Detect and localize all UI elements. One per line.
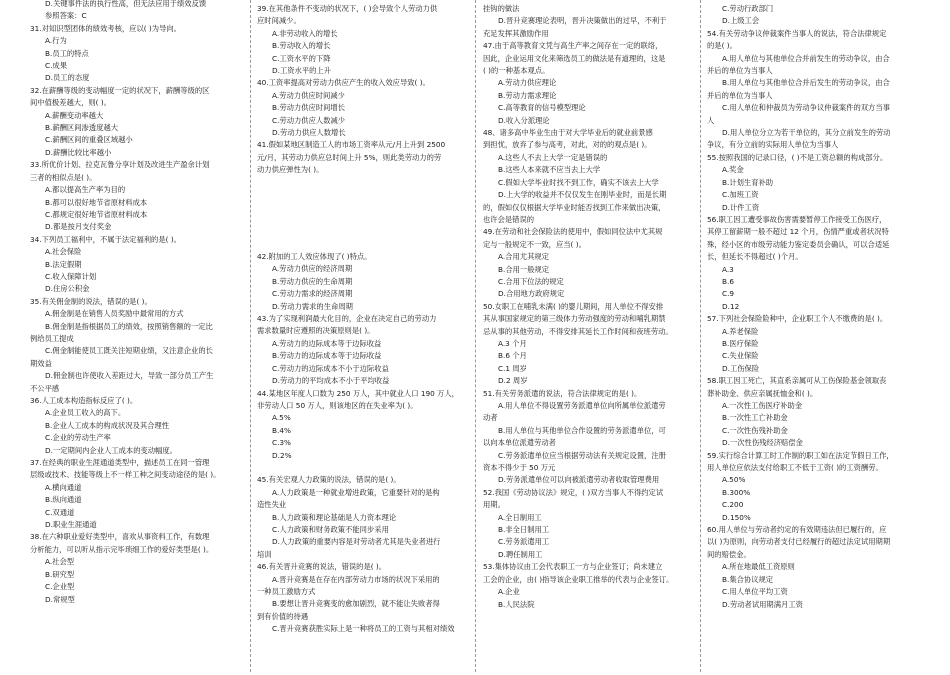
question-line: 33.所优价计划、拉克瓦鲁分享计划及改进生产盈余计划 xyxy=(30,160,210,170)
option-line: D.2% xyxy=(272,450,292,460)
option-line: C.工资水平的下降 xyxy=(272,53,331,63)
option-line: A.3 个月 xyxy=(498,338,527,348)
option-line: C.薪酬区间的重叠区域越小 xyxy=(45,135,133,145)
option-line: D.劳动力的平均成本不小于平均收益 xyxy=(272,376,390,386)
option-line: B.6 xyxy=(722,276,734,286)
question-line: 到担忧，放弃了参与高考，对此，对的的观点是( )。 xyxy=(483,140,652,150)
option-line: D.住房公积金 xyxy=(45,284,90,294)
option-line: A.劳动力的边际成本等于边际收益 xyxy=(272,338,382,348)
blank-line xyxy=(257,462,469,474)
option-line: A.用人单位不得设置劳务派遣单位向所属单位派遣劳 xyxy=(498,401,666,410)
option-line: B.一次性工亡补助金 xyxy=(722,413,788,423)
question-line: 35.有关佣金制的说法，错误的是( )。 xyxy=(30,296,152,306)
option-line: C.成果 xyxy=(45,61,68,71)
question-line: 54.有关劳动争议仲裁案件当事人的说法，符合法律规定 xyxy=(707,28,887,38)
text-column-2 xyxy=(257,3,469,675)
option-line: B.劳动力供应的生命周期 xyxy=(272,276,353,286)
option-line: C.企业型 xyxy=(45,582,75,592)
question-line: 31.对知识型团体的绩效考核，应以( )为导向。 xyxy=(30,23,181,33)
question-line: 60.用人单位与劳动者约定的有效期违法但已履行的，应 xyxy=(707,525,887,535)
question-line: 38.在六种职业爱好类型中，喜欢从事资料工作，有数理 xyxy=(30,532,210,542)
question-line: 工会的企业，由( )指导该企业职工推举的代表与企业签订。 xyxy=(483,574,674,584)
option-line: D.人力政策的重要内容是对劳动者尤其是失业者进行 xyxy=(272,537,441,547)
option-line: C.一次性伤残补助金 xyxy=(722,425,788,435)
option-line: A.社会保险 xyxy=(45,247,82,257)
column-divider-2 xyxy=(475,0,476,672)
option-line: C.假如大学毕业时找不到工作，确实不该去上大学 xyxy=(498,177,659,187)
option-line: B.4% xyxy=(272,425,291,435)
option-line: B.法定假期 xyxy=(45,259,82,269)
question-line: 46.有关晋升竞赛的说法，错误的是( )。 xyxy=(257,562,387,572)
option-line: A.全日制用工 xyxy=(498,512,542,522)
option-line: C.都规定很好地节省原材料成本 xyxy=(45,209,148,219)
question-line: 层级或技术、技能等级上不一样工种之间变动途径的是( )。 xyxy=(30,470,221,480)
question-line: 44.某地区年度人口数为 250 万人，其中就业人口 190 万人， xyxy=(257,388,459,398)
option-line: C.3% xyxy=(272,438,291,448)
option-line: A.50% xyxy=(722,475,746,485)
option-line: C.劳务派遣用工 xyxy=(498,537,550,547)
option-line: C.劳动力供应人数减少 xyxy=(272,115,346,125)
option-line: C.劳动行政部门 xyxy=(722,4,774,13)
option-line: C.合用下位法的规定 xyxy=(498,276,564,286)
question-line: 非劳动人口 50 万人，则该地区的在失业率为( )。 xyxy=(257,400,418,410)
option-line: D.150% xyxy=(722,512,751,522)
option-line: D.佣金制也许使收入差距过大，导致一部分员工产生 xyxy=(45,371,214,381)
option-line: C.晋升竞赛获胜实际上是一种将员工的工资与其相对绩效 xyxy=(272,624,455,634)
option-line: D.劳动力供应人数增长 xyxy=(272,128,346,138)
question-line: 32.在薪酬等级的变动幅度一定的状况下，薪酬等级的区 xyxy=(30,85,210,95)
question-line: 37.在经典的职业生涯通道类型中，描述员工在同一管理 xyxy=(30,458,210,468)
question-line: 51.有关劳务派遣的说法，符合法律规定的是( )。 xyxy=(483,388,642,398)
option-line: B.劳动力需求理论 xyxy=(498,90,557,100)
option-line: B.人力政策和理论基础是人力资本理论 xyxy=(272,512,397,522)
option-line: B.合用一般规定 xyxy=(498,264,550,274)
question-line: 间的赔偿金。 xyxy=(707,549,751,559)
option-line: C.收入保障计划 xyxy=(45,271,97,281)
option-line: A.一次性工伤医疗补助金 xyxy=(722,401,803,410)
option-line: A.横向通道 xyxy=(45,482,82,492)
question-line: 因此，企业运用文化来筛选员工的做法是有道理的，这是 xyxy=(483,53,666,63)
question-line: 动力供应弹性为( )。 xyxy=(257,165,324,175)
question-line: 葬补助金、供应亲属抚恤金和( )。 xyxy=(707,388,818,398)
question-line: 不公平感 xyxy=(30,383,60,393)
option-line: D.计件工资 xyxy=(722,202,760,212)
option-line: A.都以提高生产率为目的 xyxy=(45,185,126,195)
option-line: B.要想让晋升竞赛变的愈加剧烈，就不能让失败者得 xyxy=(272,599,440,609)
option-line: A.这些人不去上大学一定是错误的 xyxy=(498,152,608,162)
question-line: 以向本单位派遣劳动者 xyxy=(483,438,556,448)
option-line: A.非劳动收入的增长 xyxy=(272,28,338,38)
option-line: D.劳务派遣单位可以向被派遣劳动者收取管理费用 xyxy=(498,475,660,485)
option-line: D.员工的态度 xyxy=(45,73,90,83)
question-line: 40.工资率提高对劳动力供应产生的收入效应导致( )。 xyxy=(257,78,430,88)
option-line: A.所在地最低工资原则 xyxy=(722,562,795,572)
option-line: A.佣金制是在销售人员奖励中最常用的方式 xyxy=(45,309,184,319)
question-line: 的，假如仅仅根据大学毕业时能否找到工作来做出决策， xyxy=(483,202,666,212)
option-line: D.上大学的收益并不仅仅发生在刚毕业时，而是长期 xyxy=(498,190,667,200)
question-line: 用人单位应依法支付给职工不低于工资( )的工资酬劳。 xyxy=(707,463,883,473)
option-line: B.研究型 xyxy=(45,569,75,579)
text-column-1 xyxy=(30,0,248,670)
column-divider-1 xyxy=(250,0,251,672)
question-line: ( )的一种基本观点。 xyxy=(483,66,550,76)
option-line: A.企业 xyxy=(498,587,520,597)
question-line: 例给员工提成 xyxy=(30,333,74,343)
question-line: 其停工留薪期一般不超过 12 个月，伤情严重或者状况特 xyxy=(707,227,889,237)
question-line: 需求数量时应遵照的决策原则是( )。 xyxy=(257,326,375,336)
option-line: C.佣金制能使员工既关注短期业绩，又注意企业的长 xyxy=(45,346,213,356)
option-line: A.行为 xyxy=(45,36,67,46)
option-line: D.工伤保险 xyxy=(722,363,760,373)
question-line: 41.假如某地区制造工人的市场工资率从元/月上升到 2500 xyxy=(257,140,446,150)
question-line: 造性失业 xyxy=(257,500,287,510)
option-line: B.企业人工成本的构成状况及其合理性 xyxy=(45,420,170,430)
question-line: 45.有关宏观人力政策的说法，错误的是( )。 xyxy=(257,475,401,485)
option-line: D.都是按月支付奖金 xyxy=(45,222,112,232)
option-line: C.9 xyxy=(722,289,735,299)
option-line: C.劳务派遣单位应当根据劳动法有关规定设置，注册 xyxy=(498,450,666,460)
option-line: A.薪酬变动率越大 xyxy=(45,110,104,120)
option-line: B.劳动力供应时间增长 xyxy=(272,103,345,113)
option-line: C.失业保险 xyxy=(722,351,759,361)
option-line: B.用人单位与其他单位合作设置的劳务派遣单位，可 xyxy=(498,425,666,435)
option-line: C.加班工资 xyxy=(722,190,759,200)
question-line: 三者的相似点是( )。 xyxy=(30,172,97,182)
blank-line xyxy=(257,201,469,213)
option-line: D.收入分派理论 xyxy=(498,115,550,125)
option-line: B.非全日制用工 xyxy=(498,525,550,535)
question-line: 并后的单位为当事人 xyxy=(707,66,773,76)
question-line: 42.附加的工人效应体现了( )特点。 xyxy=(257,252,372,262)
option-line: A.用人单位与其他单位合并前发生的劳动争议，由合 xyxy=(722,53,890,63)
blank-line xyxy=(257,226,469,238)
option-line: B.劳动力的边际成本等于边际收益 xyxy=(272,351,382,361)
question-line: 其从事国家规定的第三级体力劳动强度的劳动和哺乳期禁 xyxy=(483,314,666,324)
question-line: 36.人工成本构造指标反应了( )。 xyxy=(30,396,138,405)
option-line: D.12 xyxy=(722,301,740,311)
option-line: C.双通道 xyxy=(45,507,75,517)
option-line: B.用人单位与其他单位合并后发生的劳动争议，由合 xyxy=(722,78,890,88)
question-line: 50.女职工在哺乳未满( )的婴儿期间，用人单位不得安排 xyxy=(483,301,664,311)
option-line: D.劳动者试用期满月工资 xyxy=(722,599,803,609)
option-line: C.劳动力的边际成本不小于边际收益 xyxy=(272,363,389,373)
question-line: 39.在其他条件不变动的状况下，( )会导致个人劳动力供 xyxy=(257,4,438,13)
question-line: 用期。 xyxy=(483,500,505,510)
option-line: A.社会型 xyxy=(45,557,75,567)
option-line: A.合用尤其规定 xyxy=(498,252,549,262)
option-line: C.企业的劳动生产率 xyxy=(45,433,111,443)
option-line: D.合用地方政府规定 xyxy=(498,289,565,299)
question-line: 充足发挥其激励作用 xyxy=(483,28,549,38)
column-divider-3 xyxy=(700,0,701,672)
option-line: D.一次性伤残经济赔偿金 xyxy=(722,438,803,448)
question-line: 人 xyxy=(707,115,715,125)
option-line: C.人力政策和财务政策不能同步采用 xyxy=(272,524,389,534)
question-line: 元/月，其劳动力供应总时间上升 5%，则此类劳动力的劳 xyxy=(257,152,442,162)
option-line: B.医疗保险 xyxy=(722,338,759,348)
question-line: 到有价值的待遇 xyxy=(257,611,309,621)
option-line: D.一定期间内企业人工成本的变动幅度。 xyxy=(45,445,177,455)
option-line: C.高等教育的信号模型理论 xyxy=(498,103,586,113)
option-line: C.1 周岁 xyxy=(498,363,527,373)
option-line: B.薪酬区间渗透度越大 xyxy=(45,123,118,133)
question-line: 争议，有分立前的实际用人单位为当事人 xyxy=(707,140,839,150)
option-line: B.都可以很好地节省原材料成本 xyxy=(45,197,148,207)
option-line: A.劳动力供应理论 xyxy=(498,78,557,88)
question-line: 培训 xyxy=(257,549,272,559)
blank-line xyxy=(257,214,469,226)
question-line: 也许会是错误的 xyxy=(483,214,535,224)
option-line: A.养老保险 xyxy=(722,326,759,336)
question-line: 58.职工因工死亡，其直系亲属可从工伤保险基金领取丧 xyxy=(707,376,887,386)
question-line: 49.在劳动和社会保险法的使用中，假如同位法中尤其规 xyxy=(483,227,663,237)
question-line: 43.为了实现利润最大化目的，企业在决定自己的劳动力 xyxy=(257,314,437,324)
question-line: 56.职工因工遭受事故伤害需要暂停工作接受工伤医疗， xyxy=(707,214,887,224)
question-line: 间中值极差越大，则( )。 xyxy=(30,98,111,108)
question-line: 55.按照我国的记录口径，( )不是工资总额的构成部分。 xyxy=(707,152,888,162)
text-line: 参照答案：C xyxy=(45,11,87,21)
question-line: 一种员工激励方式 xyxy=(257,586,316,596)
option-line: A.企业员工收入的高下。 xyxy=(45,408,126,418)
question-line: 殊，经小区的市级劳动能力鉴定委员会确认，可以合适延 xyxy=(707,239,890,249)
text-column-4 xyxy=(707,3,917,675)
question-line: 57.下列社会保险险种中，企业职工个人不缴费的是( )。 xyxy=(707,314,888,324)
option-line: A.3 xyxy=(722,264,734,274)
question-line: 47.由于高等教育文凭与高生产率之间存在一定的联络， xyxy=(483,41,663,51)
option-line: B.6 个月 xyxy=(498,351,527,361)
question-line: 期效益 xyxy=(30,358,52,368)
question-line: 动者 xyxy=(483,413,498,423)
option-line: C.劳动力需求的经济周期 xyxy=(272,289,353,299)
option-line: A.劳动力供应的经济周期 xyxy=(272,264,353,274)
question-line: 34.下列员工福利中，不属于法定福利的是( )。 xyxy=(30,234,181,244)
blank-line xyxy=(257,177,469,189)
question-line: 忌从事的其他劳动，不得安排其延长工作时间和夜班劳动。 xyxy=(483,326,673,336)
question-line: 并后的单位为当事人 xyxy=(707,90,773,100)
question-line: 53.集体协议由工会代表职工一方与企业签订；尚未建立 xyxy=(483,562,663,572)
option-line: C.用人单位平均工资 xyxy=(722,587,788,597)
question-line: 资本不得少于 50 万元 xyxy=(483,463,556,473)
option-line: D.工资水平的上升 xyxy=(272,66,332,76)
option-line: B.计划生育补助 xyxy=(722,177,774,187)
option-line: D.薪酬比较比率越小 xyxy=(45,147,112,157)
question-line: 定与一般规定不一致，应当( )。 xyxy=(483,239,586,249)
option-line: B.佣金制是指根据员工的绩效，按照销售额的一定比 xyxy=(45,321,213,331)
option-line: B.集合协议规定 xyxy=(722,574,774,584)
option-line: B.员工的特点 xyxy=(45,48,89,58)
option-line: D.2 周岁 xyxy=(498,376,528,386)
option-line: C.200 xyxy=(722,500,744,510)
blank-line xyxy=(257,239,469,251)
option-line: B.劳动收入的增长 xyxy=(272,41,331,51)
question-line: 应时间减少。 xyxy=(257,16,301,26)
blank-line xyxy=(257,189,469,201)
question-line: 以( )为原则，向劳动者支付已经履行的超过法定试用期期 xyxy=(707,537,891,547)
question-line: 挂钩的做法 xyxy=(483,4,520,13)
option-line: A.奖金 xyxy=(722,165,744,175)
option-line: A.晋升竞赛是在存在内部劳动力市场的状况下采用的 xyxy=(272,574,440,584)
option-line: B.这些人本来就不应当去上大学 xyxy=(498,165,601,175)
option-line: A.劳动力供应时间减少 xyxy=(272,90,345,100)
option-line: D.上级工会 xyxy=(722,16,760,26)
question-line: 长，但延长不得超过( )个月。 xyxy=(707,252,803,262)
option-line: D.常规型 xyxy=(45,594,75,604)
question-line: 的是( )。 xyxy=(707,41,737,51)
option-line: B.人民法院 xyxy=(498,599,535,609)
option-line: B.纵向通道 xyxy=(45,495,82,505)
option-line: D.聘任制用工 xyxy=(498,549,543,559)
option-line: D.用人单位分立为若干单位的，其分立前发生的劳动 xyxy=(722,128,891,138)
question-line: 52.我国《劳动协议法》规定，( )双方当事人不得约定试 xyxy=(483,487,664,497)
option-line: D.劳动力需求的生命周期 xyxy=(272,301,353,311)
question-line: 59.实行综合计算工时工作制的职工如在法定节假日工作， xyxy=(707,450,894,460)
option-line: D.职业生涯通道 xyxy=(45,520,97,530)
option-line: C.用人单位和仲裁员为劳动争议仲裁案件的双方当事 xyxy=(722,103,890,113)
option-line: A.5% xyxy=(272,413,291,423)
option-line: D.晋升竞赛理论表明，晋升决策做出的过早，不利于 xyxy=(498,16,667,26)
text-line: D.关键事件法的执行性高，但无法应用于绩效反馈 xyxy=(45,0,207,8)
question-line: 48、诸多高中毕业生由于对大学毕业后的就业前景感 xyxy=(483,128,653,138)
text-column-3 xyxy=(483,3,695,675)
option-line: A.人力政策是一种就业增进政策，它重要针对的是构 xyxy=(272,487,440,497)
question-line: 分析能力，可以听从指示完毕琐细工作的爱好类型是( )。 xyxy=(30,544,214,554)
option-line: B.300% xyxy=(722,487,751,497)
